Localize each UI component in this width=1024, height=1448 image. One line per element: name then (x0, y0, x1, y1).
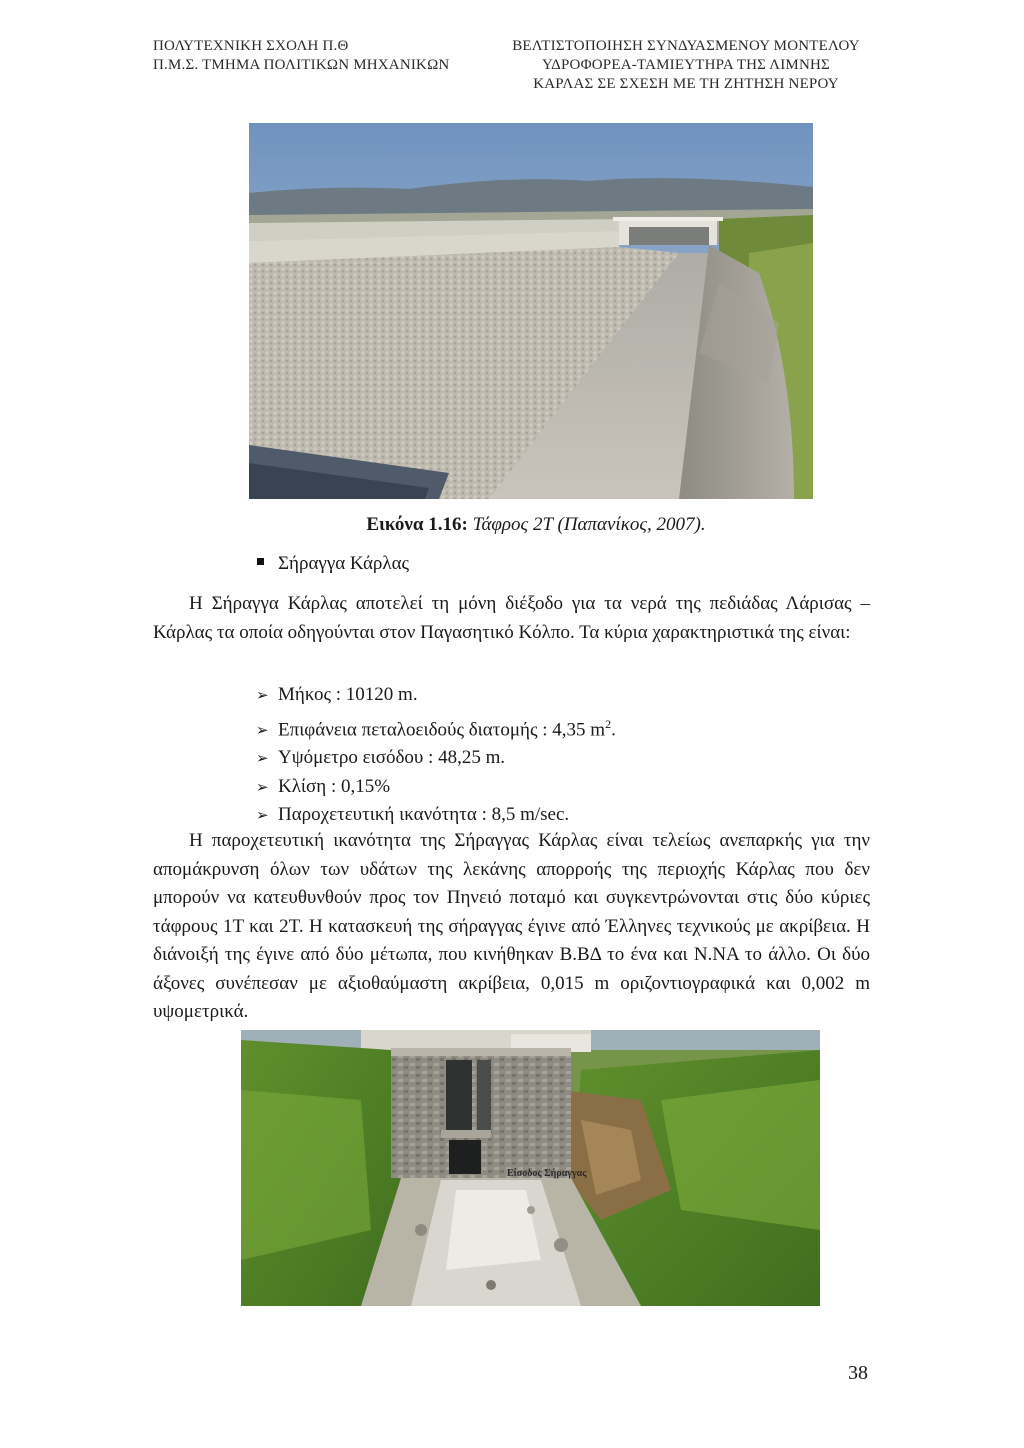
list-item (256, 681, 616, 710)
arrowhead-bullet-icon: ➢ (256, 720, 269, 739)
body-paragraph: Η παροχετευτική ικανότητα της Σήραγγας Κάρλας είναι τελείως ανεπαρκής για την απομάκρυνση όλων των υδάτων της λεκάνης απορροής της περιοχής Κάρλας που δεν μπορούν να κατευθυνθούν προς τον Πηνειό ποταμό και συγκεντρώνονται στις δύο κύριες τάφρους 1Τ και 2Τ. Η κατασκευή της σήραγγας έγινε από Έλληνες τεχνικούς με ακρίβεια. Η διάνοιξή της έγινε από δύο μέτωπα, που κινήθηκαν Β.ΒΔ το ένα και Ν.ΝΑ το άλλο. Οι δύο άξονες συνέπεσαν με αξιοθαύμαστη ακρίβεια, 0,015 m οριζοντιογραφικά και 0,002 m υψομετρικά. (153, 830, 870, 1022)
figure-caption (0, 514, 1024, 536)
header-institution (153, 37, 449, 75)
header-department: Π.Μ.Σ. ΤΜΗΜΑ ΠΟΛΙΤΙΚΩΝ ΜΗΧΑΝΙΚΩΝ (153, 57, 450, 73)
spec-area-period: . (611, 718, 616, 740)
spec-elevation: Υψόμετρο εισόδου : 48,25 m. (278, 747, 506, 769)
spec-slope: Κλίση : 0,15% (278, 775, 391, 797)
arrowhead-bullet-icon: ➢ (256, 777, 269, 796)
arrowhead-bullet-icon: ➢ (256, 806, 269, 825)
header-title-line3: ΚΑΡΛΑΣ ΣΕ ΣΧΕΣΗ ΜΕ ΤΗ ΖΗΤΗΣΗ ΝΕΡΟΥ (533, 76, 839, 92)
spec-area: Επιφάνεια πεταλοειδούς διατομής : 4,35 m (278, 718, 606, 740)
figure-ditch-photo (249, 123, 813, 499)
intro-paragraph: Η Σήραγγα Κάρλας αποτελεί τη μόνη διέξοδο για τα νερά της πεδιάδας Λάρισας – Κάρλας τα οποία οδηγούνται στον Παγασητικό Κόλπο. Τα κύρια χαρακτηριστικά της είναι: (153, 593, 870, 643)
figure-tunnel-entrance-photo (241, 1030, 820, 1306)
square-bullet-icon (257, 558, 264, 565)
arrowhead-bullet-icon: ➢ (256, 686, 269, 704)
header-thesis-title (496, 37, 876, 94)
header-school: ΠΟΛΥΤΕΧΝΙΚΗ ΣΧΟΛΗ Π.Θ (153, 38, 349, 54)
spec-capacity: Παροχετευτική ικανότητα : 8,5 m/sec. (278, 804, 570, 826)
spec-area-exponent: 2 (605, 716, 612, 731)
arrowhead-bullet-icon: ➢ (256, 749, 269, 768)
spec-length: Μήκος : 10120 m. (278, 684, 418, 705)
section-heading (257, 553, 409, 575)
figure-description: Τάφρος 2Τ (Παπανίκος, 2007). (472, 514, 706, 535)
page-number: 38 (848, 1362, 868, 1384)
figure-label: Εικόνα 1.16: (366, 514, 468, 535)
tunnel-specs-list (256, 681, 616, 830)
list-item (256, 773, 616, 802)
list-item (256, 801, 616, 830)
photo-overlay-label: Είσοδος Σήραγγας (507, 1168, 587, 1179)
header-title-line1: ΒΕΛΤΙΣΤΟΠΟΙΗΣΗ ΣΥΝΔΥΑΣΜΕΝΟΥ ΜΟΝΤΕΛΟΥ (512, 38, 860, 54)
header-title-line2: ΥΔΡΟΦΟΡΕΑ-ΤΑΜΙΕΥΤΗΡΑ ΤΗΣ ΛΙΜΝΗΣ (542, 57, 830, 73)
list-item (256, 710, 616, 745)
section-title: Σήραγγα Κάρλας (278, 553, 410, 574)
list-item (256, 744, 616, 773)
